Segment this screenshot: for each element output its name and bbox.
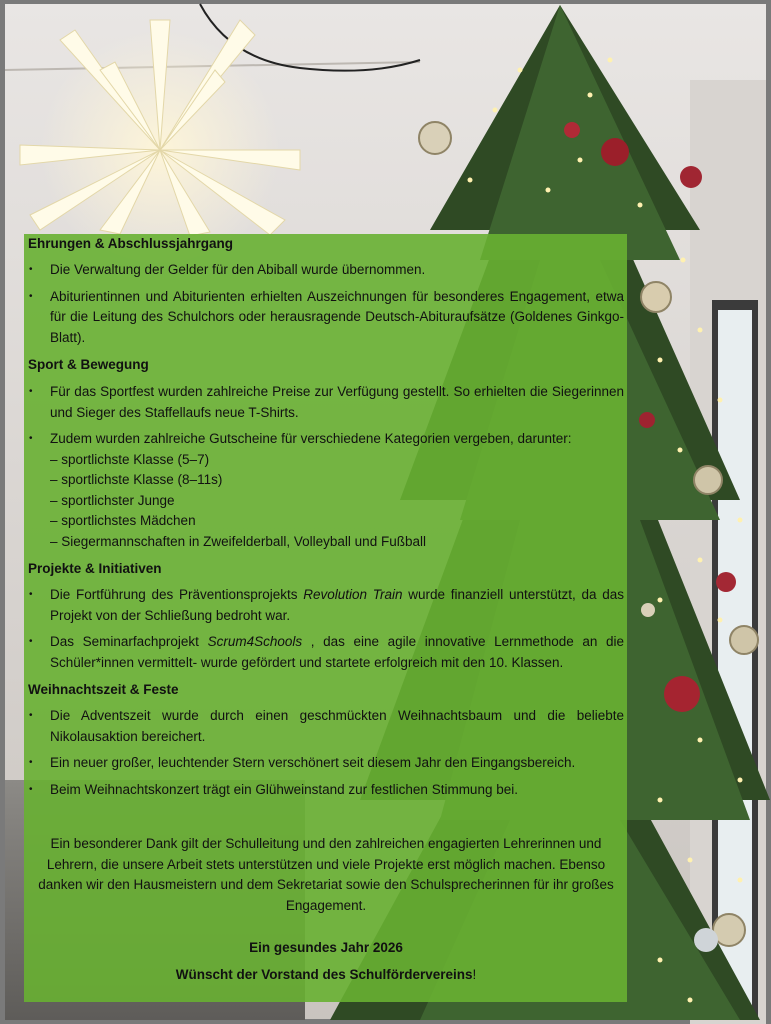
section-title-honors: Ehrungen & Abschlussjahrgang bbox=[28, 236, 234, 251]
list-item: • Die Adventszeit wurde durch einen geschmückten Weihnachtsbaum und die beliebte Nikolausaktion bereichert. bbox=[28, 706, 624, 747]
list-item bbox=[28, 429, 624, 552]
list-item: • Beim Weihnachtskonzert trägt ein Glühweinstand zur festlichen Stimmung bei. bbox=[28, 780, 624, 801]
sub-item: – sportlichstes Mädchen bbox=[50, 513, 196, 528]
item-text: Das Seminarfachprojekt bbox=[50, 634, 208, 649]
new-year-greeting: Ein gesundes Jahr 2026 bbox=[249, 940, 403, 955]
sub-item: – Siegermannschaften in Zweifelderball, Volleyball und Fußball bbox=[50, 533, 426, 549]
honors-list bbox=[28, 260, 624, 354]
signature-line bbox=[28, 965, 624, 986]
project-name: Scrum4Schools bbox=[207, 634, 303, 649]
sport-list bbox=[28, 382, 624, 558]
sub-item: – sportlichste Klasse (8–11s) bbox=[50, 472, 223, 487]
signature-mark: ! bbox=[472, 967, 477, 982]
project-name: Revolution Train bbox=[303, 587, 403, 602]
christmas-list bbox=[28, 706, 624, 806]
signature: Wünscht der Vorstand des Schulfördervereins bbox=[175, 967, 473, 982]
list-item: • Für das Sportfest wurden zahlreiche Preise zur Verfügung gestellt. So erhielten die Siegerinnen und Sieger des Staffellaufs neue T-Shirts. bbox=[28, 382, 624, 423]
section-title-christmas: Weihnachtszeit & Feste bbox=[28, 682, 179, 697]
sub-item: – sportlichster Junge bbox=[50, 492, 175, 508]
item-text: , das eine agile innovative Lernmethode an die Schüler*innen vermittelt- wurde gefördert und startete erfolgreich mit den 10. Klassen. bbox=[50, 634, 624, 670]
list-item bbox=[28, 632, 624, 673]
sub-item: – sportlichste Klasse (5–7) bbox=[50, 451, 210, 467]
list-item bbox=[28, 585, 624, 626]
list-item: • Ein neuer großer, leuchtender Stern verschönert seit diesem Jahr den Eingangsbereich. bbox=[28, 753, 624, 774]
content-panel bbox=[24, 234, 627, 1002]
section-title-projects: Projekte & Initiativen bbox=[28, 561, 162, 576]
list-item: • Abiturientinnen und Abiturienten erhielten Auszeichnungen für besonderes Engagement, etwa für die Leitung des Schulchors oder herausragende Deutsch-Abituraufsätze (Goldenes Ginkgo-Blatt). bbox=[28, 287, 624, 349]
list-item: • Die Verwaltung der Gelder für den Abiball wurde übernommen. bbox=[28, 260, 624, 281]
list-item-text: Zudem wurden zahlreiche Gutscheine für verschiedene Kategorien vergeben, darunter: bbox=[50, 431, 572, 446]
item-text: Die Fortführung des Präventionsprojekts bbox=[50, 587, 304, 602]
projects-list bbox=[28, 585, 624, 679]
thanks-paragraph: Ein besonderer Dank gilt der Schulleitung und den zahlreichen engagierten Lehrerinnen und Lehrern, die unsere Arbeit stets unterstützen und viele Projekte erst möglich machen. Ebenso danken wir den Hausmeistern und dem Sekretariat sowie den Schulsprecherinnen für ihr großes Engagement. bbox=[38, 836, 614, 913]
item-text: wurde finanziell unterstützt, da das Projekt von der Schließung bedroht war. bbox=[50, 587, 624, 623]
section-title-sport: Sport & Bewegung bbox=[28, 357, 149, 372]
